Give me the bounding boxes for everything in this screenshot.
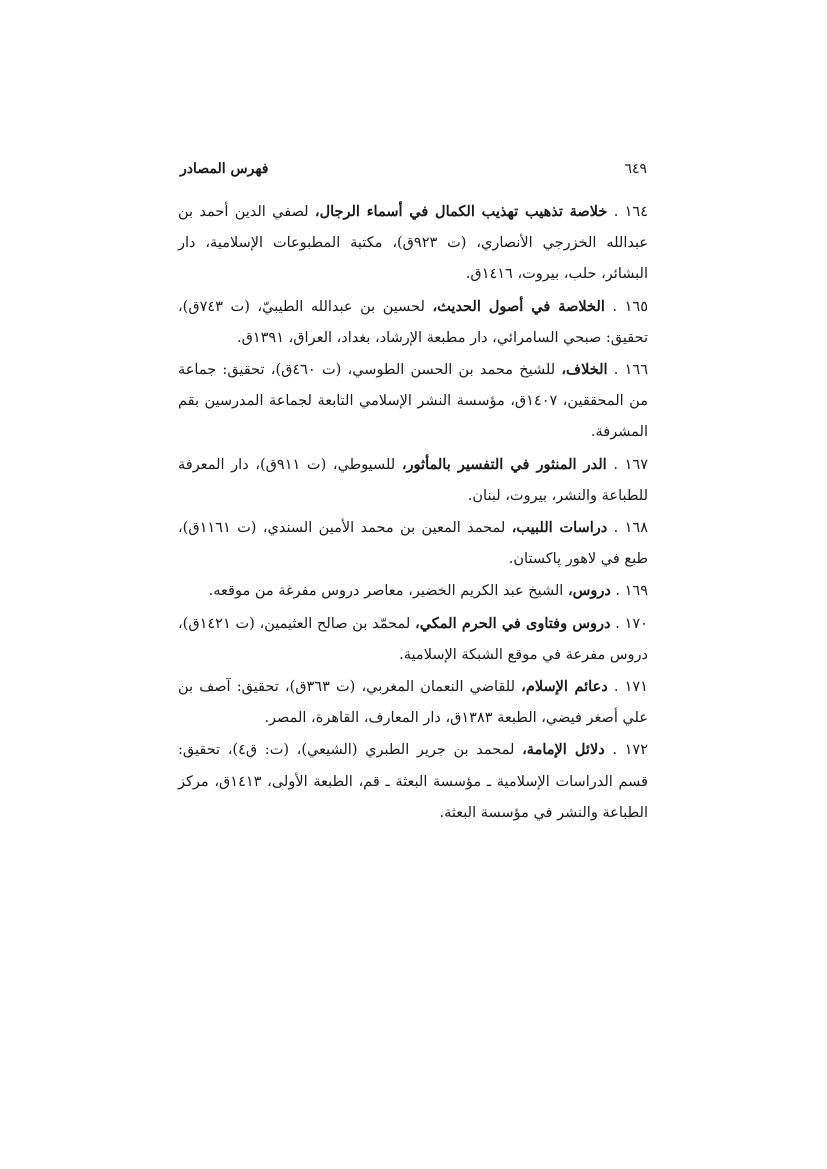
entry-details: لمحمّد بن صالح العثيمين، (ت ١٤٢١ق)، دروس مفرعة في موقع الشبكة الإسلامية.: [178, 615, 648, 663]
entry-details: لصفي الدين أحمد بن عبدالله الخزرجي الأنصاري، (ت ٩٢٣ق)، مكتبة المطبوعات الإسلامية، دار البشائر، حلب، بيروت، ١٤١٦ق.: [178, 204, 648, 283]
entry-title: الخلاف،: [561, 361, 608, 379]
entry-details: للسيوطي، (ت ٩١١ق)، دار المعرفة للطباعة والنشر، بيروت، لبنان.: [178, 456, 648, 504]
bibliography-entry: [178, 354, 648, 449]
entry-title: دعائم الإسلام،: [521, 678, 608, 696]
bibliography-entry: [178, 291, 648, 354]
entry-title: الدر المنثور في التفسير بالمأثور،: [401, 455, 607, 473]
entry-number: ١٦٦ .: [613, 362, 649, 379]
entry-number: ١٦٧ .: [613, 456, 649, 473]
entry-details: للقاضي النعمان المغربي، (ت ٣٦٣ق)، تحقيق: آصف بن علي أصغر فيضي، الطبعة ١٣٨٣ق، دار المعارف، القاهرة، المصر.: [178, 679, 648, 727]
entry-details: لحسين بن عبدالله الطيبيّ، (ت ٧٤٣ق)، تحقيق: صبحي السامرائي، دار مطبعة الإرشاد، بغداد، العراق، ١٣٩١ق.: [178, 298, 648, 346]
bibliography-entry: [178, 512, 648, 575]
entry-title: خلاصة تذهيب تهذيب الكمال في أسماء الرجال،: [314, 203, 608, 220]
entry-details: لمحمد المعين بن محمد الأمين السندي، (ت ١١٦١ق)، طبع في لاهور پاكستان.: [178, 520, 648, 568]
bibliography-entry: [178, 734, 648, 829]
entry-number: ١٦٨ .: [613, 520, 648, 537]
running-title: فهرس المصادر: [180, 161, 269, 177]
entry-details: الشيخ عبد الكريم الخضير، معاصر دروس مفرغة من موقعه.: [208, 583, 568, 600]
entry-title: دروس،: [567, 582, 611, 600]
entry-details: لمحمد بن جرير الطبري (الشيعي)، (ت: ق٤)، تحقيق: قسم الدراسات الإسلامية ـ مؤسسة البعثة ـ قم، الطبعة الأولى، ١٤١٣ق، مركز الطباعة والنشر في مؤسسة البعثة.: [178, 742, 648, 821]
entry-title: دلائل الإمامة،: [522, 741, 605, 759]
bibliography-entry: [178, 575, 648, 607]
entry-number: ١٧٢ .: [612, 742, 649, 759]
entry-number: ١٧٠ .: [615, 615, 648, 632]
entry-number: ١٦٩ .: [615, 583, 648, 600]
entry-number: ١٦٥ .: [612, 298, 649, 315]
bibliography-entry: [178, 608, 648, 671]
page-number: ٦٤٩: [624, 161, 647, 177]
entry-details: للشيخ محمد بن الحسن الطوسي، (ت ٤٦٠ق)، تحقيق: جماعة من المحققين، ١٤٠٧ق، مؤسسة النشر الإسلامي التابعة لجماعة المدرسين بقم المشرفة.: [178, 362, 648, 441]
entry-title: دراسات اللبيب،: [511, 519, 608, 537]
bibliography-list: [178, 196, 648, 829]
bibliography-entry: [178, 449, 648, 512]
page-header: [180, 156, 647, 182]
entry-title: الخلاصة في أصول الحديث،: [432, 297, 605, 315]
bibliography-entry: [178, 196, 648, 291]
bibliography-entry: [178, 671, 648, 734]
entry-number: ١٦٤ .: [613, 204, 648, 220]
entry-number: ١٧١ .: [613, 679, 648, 696]
entry-title: دروس وفتاوى في الحرم المكي،: [415, 614, 611, 632]
